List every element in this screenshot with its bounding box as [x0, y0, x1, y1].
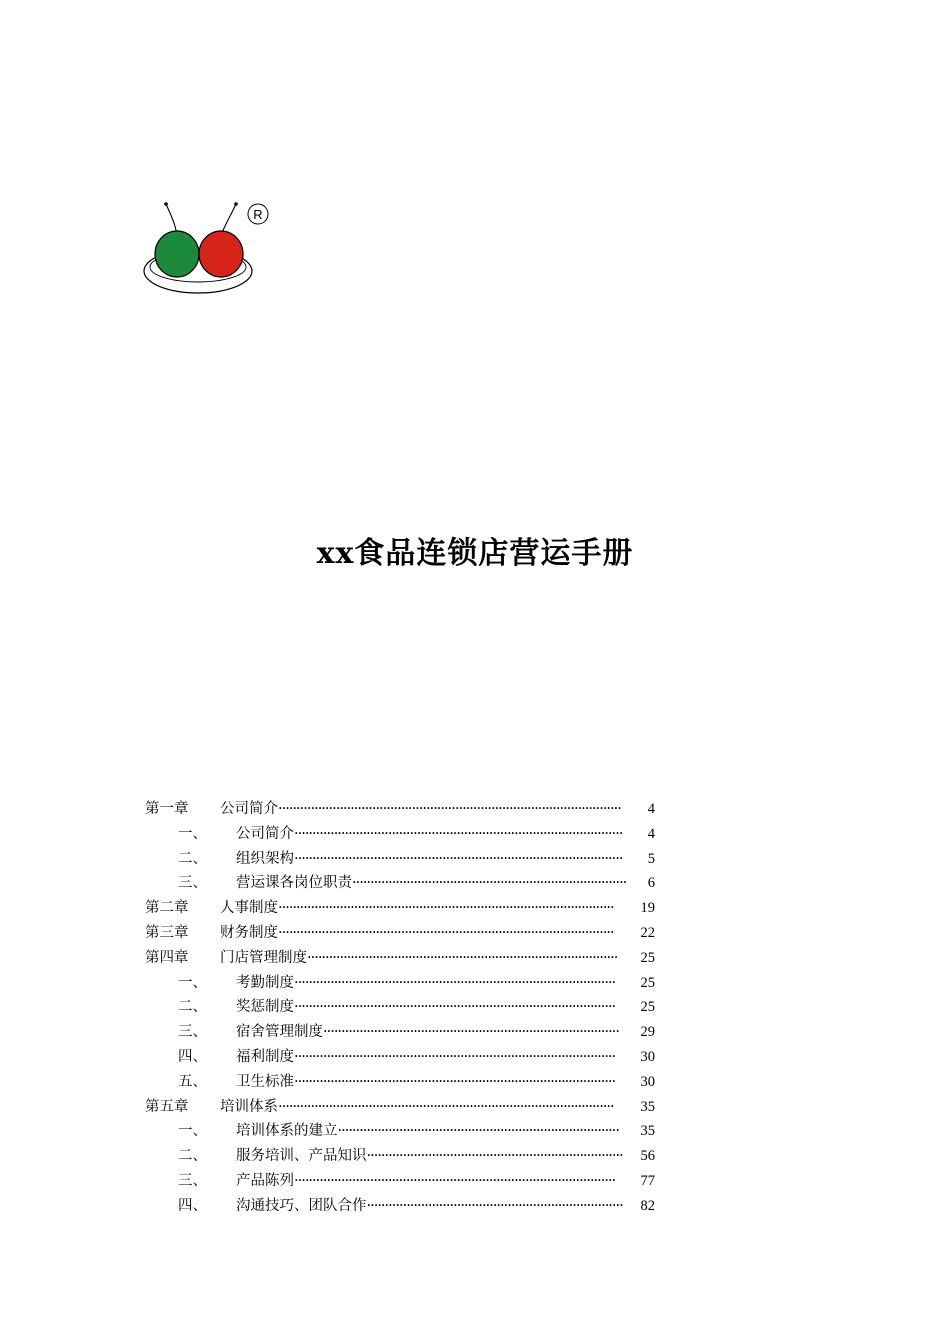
toc-entry[interactable]: [145, 1045, 665, 1070]
toc-entry-number: 第二章: [145, 900, 189, 917]
toc-entry-number: 四、: [178, 1048, 207, 1065]
toc-entry-label: 公司简介: [220, 801, 278, 817]
toc-entry[interactable]: [145, 946, 665, 971]
toc-leader-dots: ·······························································································: [278, 801, 621, 817]
toc-entry-number: 三、: [178, 875, 207, 892]
toc-entry-label: 沟通技巧、团队合作: [236, 1197, 367, 1214]
toc-entry-label: 考勤制度: [236, 974, 294, 991]
toc-leader-dots: ·····························································································: [278, 1098, 614, 1115]
toc-entry-number: 一、: [178, 825, 207, 842]
toc-entry-label: 奖惩制度: [236, 999, 294, 1016]
toc-leader-dots: ·························································································: [294, 1048, 616, 1065]
toc-entry-label: 培训体系: [220, 1098, 278, 1115]
toc-entry[interactable]: [145, 1095, 665, 1120]
toc-entry-label: 人事制度: [220, 900, 278, 917]
toc-entry-page: 56: [640, 1148, 655, 1165]
toc-entry[interactable]: [145, 1169, 665, 1194]
toc-entry[interactable]: [145, 1070, 665, 1095]
toc-entry-page: 25: [640, 974, 655, 991]
toc-entry-page: 19: [640, 900, 655, 917]
toc-entry[interactable]: [145, 1119, 665, 1144]
toc-entry-page: 77: [640, 1172, 655, 1189]
toc-entry-number: 三、: [178, 1172, 207, 1189]
toc-leader-dots: ···························································································: [294, 850, 623, 867]
toc-entry-number: 一、: [178, 974, 207, 991]
toc-entry-label: 福利制度: [236, 1048, 294, 1065]
toc-entry-page: 30: [640, 1048, 655, 1065]
toc-entry-label: 财务制度: [220, 924, 278, 941]
toc-entry-number: 四、: [178, 1197, 207, 1214]
toc-entry[interactable]: [145, 797, 665, 822]
toc-leader-dots: ··············································································: [337, 1123, 620, 1140]
toc-entry-number: 第五章: [145, 1098, 189, 1115]
toc-entry-number: 二、: [178, 999, 207, 1016]
toc-leader-dots: ·························································································: [294, 974, 616, 991]
toc-entry-label: 门店管理制度: [220, 949, 307, 966]
toc-leader-dots: ·······································································: [366, 1148, 623, 1165]
toc-entry-page: 25: [640, 999, 655, 1016]
toc-entry-number: 三、: [178, 1024, 207, 1041]
toc-leader-dots: ··················································································: [323, 1024, 619, 1041]
table-of-contents: [145, 797, 665, 1219]
toc-entry[interactable]: [145, 847, 665, 872]
toc-leader-dots: ·························································································: [294, 1073, 616, 1090]
toc-leader-dots: ······················································································: [307, 949, 618, 966]
cherries-logo-icon: [140, 195, 280, 305]
toc-entry-page: 6: [647, 875, 655, 892]
toc-entry-label: 营运课各岗位职责: [236, 875, 352, 892]
toc-entry-number: 第一章: [145, 801, 189, 817]
toc-entry-number: 一、: [178, 1123, 207, 1140]
toc-entry-number: 二、: [178, 1148, 207, 1165]
toc-entry-page: 25: [640, 949, 655, 966]
toc-entry-number: 第三章: [145, 924, 189, 941]
toc-entry-label: 宿舍管理制度: [236, 1024, 323, 1041]
toc-entry[interactable]: [145, 995, 665, 1020]
toc-leader-dots: ·······································································: [366, 1197, 623, 1214]
toc-entry[interactable]: [145, 971, 665, 996]
toc-entry-label: 公司简介: [236, 825, 294, 842]
toc-leader-dots: ·····························································································: [278, 924, 614, 941]
toc-entry-label: 服务培训、产品知识: [236, 1148, 367, 1165]
toc-entry[interactable]: [145, 1020, 665, 1045]
document-title: xx食品连锁店营运手册: [316, 536, 634, 571]
toc-entry[interactable]: [145, 1194, 665, 1219]
company-logo: [140, 195, 280, 305]
toc-entry[interactable]: [145, 921, 665, 946]
toc-entry-page: 22: [640, 924, 655, 941]
toc-leader-dots: ···························································································: [294, 825, 623, 842]
toc-entry[interactable]: [145, 871, 665, 896]
toc-entry-page: 30: [640, 1073, 655, 1090]
toc-entry-page: 35: [640, 1098, 655, 1115]
toc-entry-label: 培训体系的建立: [236, 1123, 338, 1140]
toc-entry-page: 29: [640, 1024, 655, 1041]
toc-entry-number: 第四章: [145, 949, 189, 966]
toc-entry[interactable]: [145, 1144, 665, 1169]
toc-entry-page: 4: [647, 825, 655, 842]
toc-entry-page: 4: [647, 801, 655, 817]
toc-entry-number: 五、: [178, 1073, 207, 1090]
toc-leader-dots: ·························································································: [294, 999, 616, 1016]
toc-leader-dots: ············································································: [352, 875, 627, 892]
toc-entry-page: 5: [647, 850, 655, 867]
toc-entry-page: 35: [640, 1123, 655, 1140]
toc-entry-label: 组织架构: [236, 850, 294, 867]
toc-entry-page: 82: [640, 1197, 655, 1214]
registered-mark: R: [253, 207, 263, 222]
toc-entry[interactable]: [145, 896, 665, 921]
toc-entry-label: 产品陈列: [236, 1172, 294, 1189]
toc-entry-label: 卫生标准: [236, 1073, 294, 1090]
toc-leader-dots: ·························································································: [294, 1172, 616, 1189]
toc-entry-number: 二、: [178, 850, 207, 867]
toc-entry[interactable]: [145, 822, 665, 847]
toc-leader-dots: ·····························································································: [278, 900, 614, 917]
